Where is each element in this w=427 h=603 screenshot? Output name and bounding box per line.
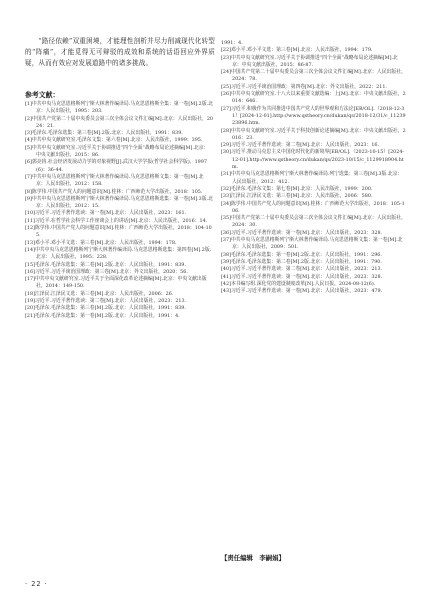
reference-item: [34]陈学伟.中国共产党人的问题意识[M].桂林：广西师范大学出版社，2018：105-106. (221, 200, 405, 214)
reference-item: [36]习近平.习近平著作选读：第一卷[M].北京：人民出版社，2023：328. (221, 229, 383, 236)
reference-item: [33]江泽民.江泽民文选：第三卷[M].北京：人民出版社，2006：580. (221, 193, 373, 200)
reference-item: [19]习近平.习近平著作选读：第二卷[M].北京：人民出版社，2023：213. (25, 298, 187, 305)
reference-item: [15]毛泽东.毛泽东选集：第二卷[M].2版.北京：人民出版社，1991：839. (25, 261, 186, 268)
reference-item: [7]中共中央马克思恩格斯列宁斯大林著作编译局.马克思恩格斯文集：第一卷[M].北京：人民出版社，2012：158. (25, 173, 204, 188)
reference-item: [1]中共中央马克思恩格斯列宁斯大林著作编译局.马克思恩格斯全集：第一卷[M].2版.北京：人民出版社，1995：203. (25, 101, 213, 115)
reference-item: [6]郭亮钧.社会经济发展动力学的对象视野[J].武汉大学学报(哲学社会科学版)，1997(6)：36-44. (25, 159, 207, 173)
reference-item: [21]毛泽东.毛泽东选集：第一卷[M].2版.北京：人民出版社，1991：4. (25, 312, 180, 319)
reference-item: [23]中共中央文献研究室.习近平关于协调推进“四个全面”战略布局论述摘编[M].北京：中央文献出版社，2015：86-87. (221, 54, 398, 68)
intro-paragraph (25, 36, 215, 69)
reference-item: [4]中共中央文献研究室.毛泽东文集：第六卷[M].北京：人民出版社，1999：395. (25, 137, 203, 144)
intro-text: “路径依赖”双重困境，才能理性剖析并尽力削减现代化转型的“阵痛”，才能觅得无可辩驳的成效和系统的话语回应外界质疑，从而有效应对发展道路中的诸多挑战。 (25, 37, 215, 67)
reference-item: [14]中共中央马克思恩格斯列宁斯大林著作编译局.马克思恩格斯选集：第四卷[M].2版.北京：人民出版社，1995：228. (25, 246, 212, 261)
reference-item: [11]习近平.在哲学社会科学工作座谈会上的讲话[M].北京：人民出版社，2016：14. (25, 217, 208, 224)
reference-item: [8]陈学伟.中国共产党人的问题意识[M].桂林：广西师范大学出版社，2018：105. (25, 188, 203, 195)
reference-item: [18]江泽民.江泽民文选：第三卷[M].北京：人民出版社，2006：26. (25, 290, 174, 297)
reference-item: 1991：4. (221, 40, 243, 46)
page-number: · 22 · (25, 580, 48, 588)
reference-item: [17]中共中央文献研究室.习近平关于全面深化改革论述摘编[M].北京：中央文献出版社，2014：149-150. (25, 276, 207, 290)
reference-item: [32]毛泽东.毛泽东文集：第七卷[M].北京：人民出版社，1999：200. (221, 185, 373, 192)
references-right-column (221, 40, 407, 295)
reference-item: [3]毛泽东.毛泽东选集：第三卷[M].2版.北京：人民出版社，1991：839. (25, 130, 183, 137)
reference-item: [16]习近平.习近平谈治国理政：第三卷[M].北京：外文出版社，2020：56. (25, 268, 188, 275)
editor-credit: 【责任编辑 李嗣娟】 (221, 554, 285, 562)
reference-item: [37]中共中央马克思恩格斯列宁斯大林著作编译局.马克思恩格斯文集：第一卷[M].北京：人民出版社，2009：501. (221, 237, 403, 251)
reference-item: [28]中共中央文献研究室.习近平关于科技创新论述摘编[M].北京：中央文献出版社，2016：23. (221, 127, 406, 141)
reference-item: [25]习近平.习近平谈治国理政：第四卷[M].北京：外文出版社，2022：211. (221, 83, 387, 90)
references-heading: 参考文献： (25, 91, 60, 99)
reference-item: [43]习近平.习近平著作选读：第一卷[M].北京：人民出版社，2023：479. (221, 288, 383, 295)
reference-item: [13]邓小平.邓小平文选：第三卷[M].北京：人民出版社，1994：178. (25, 239, 177, 246)
reference-item: [27]习近平.积极作为共同推进中国共产党人的世界观和方法论[EB/OL].（2018-12-31）[2024-12-01].http://www.qstheory.cn/dukan/qs/2018-12/31/c_1123923896.htm. (221, 105, 406, 127)
reference-item: [31]中共中央马克思恩格斯列宁斯大林著作编译局.列宁选集：第三卷[M].3版.北京：人民出版社，2012：412. (221, 171, 403, 185)
reference-item: [22]邓小平.邓小平文选：第三卷[M].北京：人民出版社，1994：179. (221, 47, 373, 54)
reference-item: [39]毛泽东.毛泽东选集：第二卷[M].2版.北京：人民出版社，1991：790. (221, 258, 382, 265)
reference-item: [24]中国共产党第二十届中央委员会第三次全体会议文件汇编[M].北京：人民出版社，2024：78. (221, 69, 406, 83)
reference-item: [5]中共中央文献研究室.习近平关于协调推进“四个全面”战略布局论述摘编[M].北京：中央文献出版社，2015：86. (25, 144, 209, 159)
reference-item: [30]习近平.推动马克思主义中国化时代化的新境界[EB/OL].（2023-10-15）[2024-12-01].http://www.qstheory.cn/dukan/qs/2023-10/15/c_1129918904.htm. (221, 149, 405, 171)
references-left-column (25, 101, 213, 320)
reference-item: [40]习近平.习近平著作选读：第二卷[M].北京：人民出版社，2023：213. (221, 266, 383, 273)
reference-item: [9]中共中央马克思恩格斯列宁斯大林著作编译局.马克思恩格斯选集：第一卷[M].3版.北京：人民出版社，2012：15. (25, 195, 213, 210)
reference-item: [41]习近平.习近平著作选读：第一卷[M].北京：人民出版社，2023：328. (221, 273, 383, 280)
reference-item: [35]中国共产党第二十届中央委员会第三次全体会议文件汇编[M].北京：人民出版社，2024：30. (221, 215, 406, 229)
reference-item: [2]中国共产党第二十届中央委员会第三次全体会议文件汇编[M].北京：人民出版社，2024：21. (25, 115, 213, 129)
reference-item: [12]陈学伟.中国共产党人的问题意识[M].桂林：广西师范大学出版社，2018：104-105. (25, 225, 212, 239)
reference-item: [26]中共中央文献研究室.十八大以来重要文献选编：上[M].北京：中央文献出版社，2014：646. (221, 91, 406, 105)
reference-item: [10]习近平.习近平著作选读：第一卷[M].北京：人民出版社，2023：161. (25, 210, 187, 217)
reference-item: [42]本书编写组.深化党的建设制度改革[N].人民日报，2024-08-12(6). (221, 280, 376, 287)
reference-item: [20]毛泽东.毛泽东选集：第三卷[M].2版.北京：人民出版社，1991：839. (25, 305, 186, 312)
reference-item: [29]习近平.习近平著作选读：第二卷[M].北京：人民出版社，2023：16. (221, 142, 380, 149)
reference-item: [38]毛泽东.毛泽东选集：第一卷[M].2版.北京：人民出版社，1991：296. (221, 251, 382, 258)
